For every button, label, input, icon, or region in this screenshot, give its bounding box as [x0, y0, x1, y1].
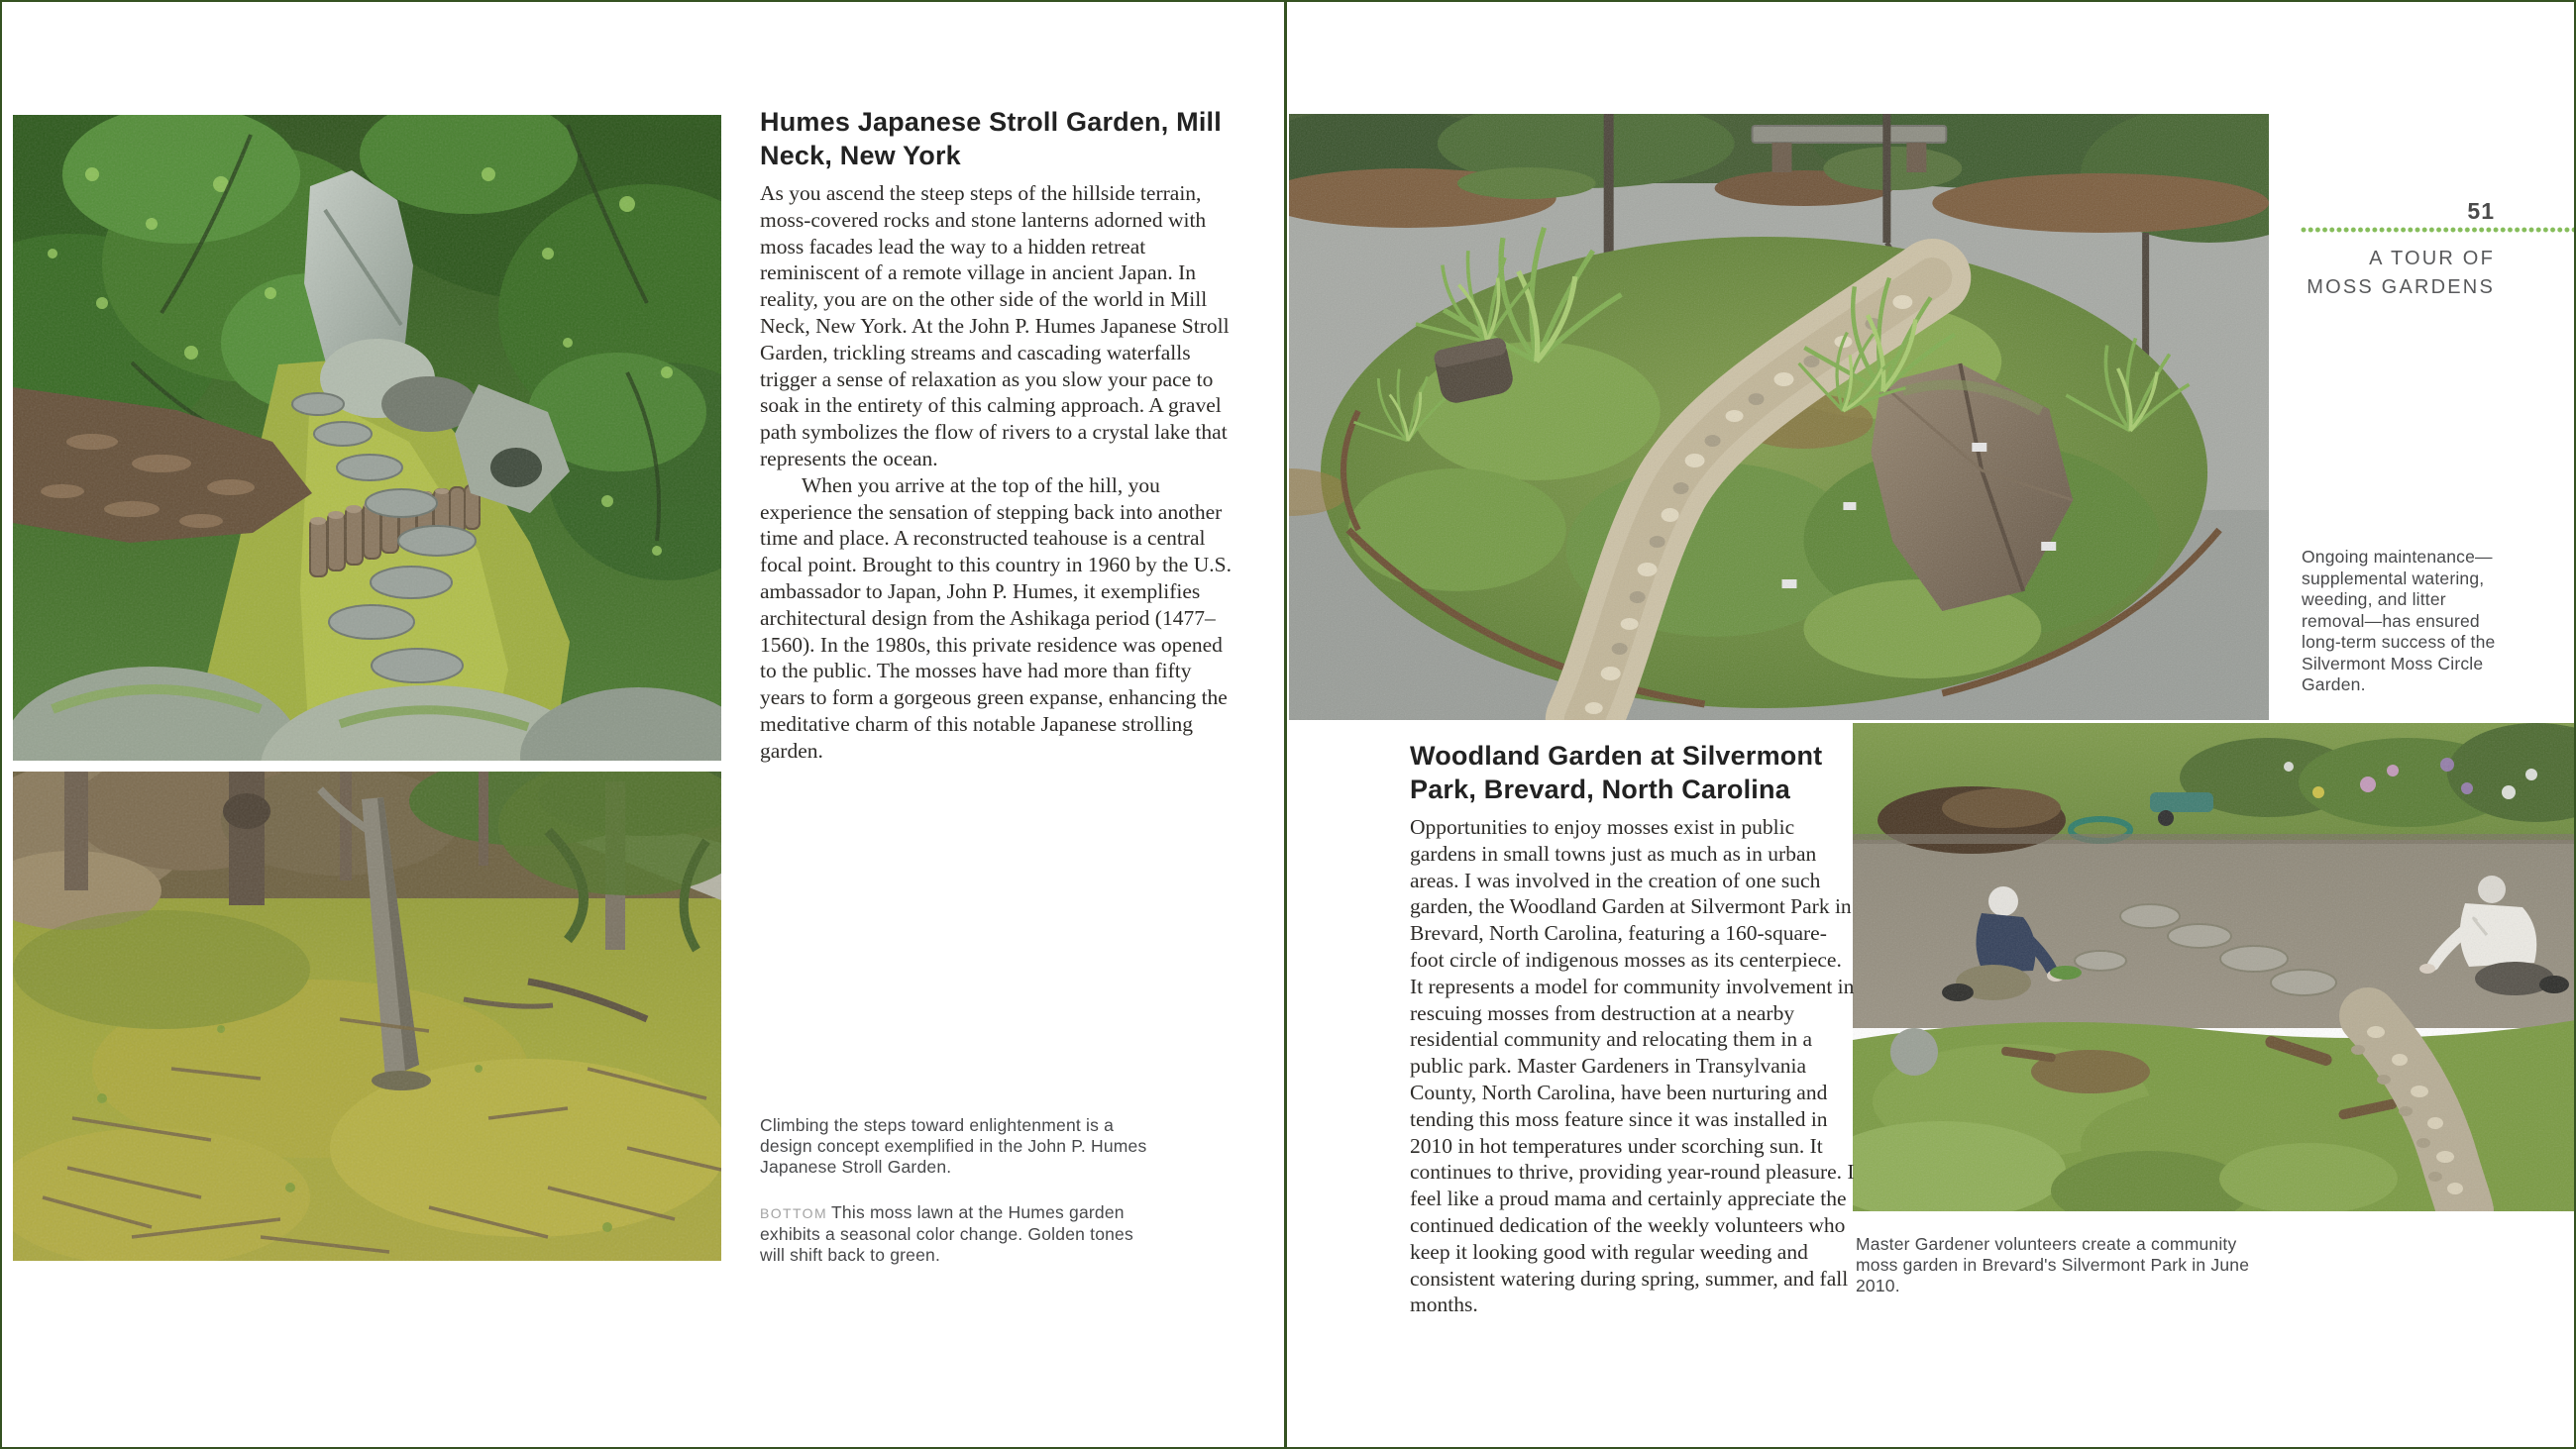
right-article [1410, 739, 1858, 1318]
dotted-divider [2301, 227, 2574, 233]
running-head-line-2: MOSS GARDENS [2307, 276, 2495, 298]
caption-stroll-garden: Climbing the steps toward enlightenment is a design concept exemplified in the John P. Humes Japanese Stroll Garden. [760, 1115, 1147, 1178]
photo-silvermont-moss-circle [1289, 114, 2269, 720]
caption-circle-garden: Ongoing maintenance—supplemental watering, weeding, and litter removal—has ensured long-term success of the Silvermont Moss Circle Garden. [2302, 547, 2496, 694]
caption-moss-lawn [760, 1202, 1160, 1267]
spine-divider [1284, 0, 1287, 1449]
caption-volunteers: Master Gardener volunteers create a community moss garden in Brevard's Silvermont Park in June 2010. [1856, 1234, 2250, 1296]
photo-silvermont-volunteers [1853, 723, 2576, 1211]
running-head-line-1: A TOUR OF [2369, 248, 2495, 269]
right-article-heading: Woodland Garden at Silvermont Park, Brevard, North Carolina [1410, 741, 1823, 804]
running-head [2297, 245, 2495, 302]
left-article-paragraph-2: When you arrive at the top of the hill, you experience the sensation of stepping back into another time and place. A reconstructed teahouse is a central focal point. Brought to this country in 1960 by the U.S. ambassador to Japan, John P. Humes, it exemplifies architectural design from the Ashikaga period (1477–1560). In the 1980s, this private residence was opened to the public. The mosses have had more than fifty years to form a gorgeous green expanse, enhancing the meditative charm of this notable Japanese strolling garden. [760, 472, 1232, 763]
left-article [760, 105, 1234, 765]
page-number: 51 [2467, 198, 2495, 224]
caption-moss-lawn-text: This moss lawn at the Humes garden exhibits a seasonal color change. Golden tones will shift back to green. [760, 1202, 1133, 1266]
right-article-body: Opportunities to enjoy mosses exist in public gardens in small towns just as much as in urban areas. I was involved in the creation of one such garden, the Woodland Garden at Silvermont Park in Brevard, North Carolina, featuring a 160-square-foot circle of indigenous mosses as its centerpiece. It represents a model for community involvement in rescuing mosses from destruction at a nearby residential community and relocating them in a public park. Master Gardeners in Transylvania County, North Carolina, have been nurturing and tending this moss feature since it was installed in 2010 in hot temperatures under scorching sun. It continues to thrive, providing year-round pleasure. I feel like a proud mama and certainly appreciate the continued dedication of the weekly volunteers who keep it looking good with regular weeding and consistent watering during spring, summer, and fall months. [1410, 815, 1855, 1317]
photo-humes-moss-lawn [13, 772, 721, 1261]
photo-humes-stone-path [13, 115, 721, 761]
left-article-heading: Humes Japanese Stroll Garden, Mill Neck, New York [760, 107, 1222, 170]
left-article-paragraph-1: As you ascend the steep steps of the hillside terrain, moss-covered rocks and stone lanterns adorned with moss facades lead the way to a hidden retreat reminiscent of a remote village in ancient Japan. In reality, you are on the other side of the world in Mill Neck, New York. At the John P. Humes Japanese Stroll Garden, trickling streams and cascading waterfalls trigger a sense of relaxation as you slow your pace to soak in the entirety of this calming approach. A gravel path symbolizes the flow of rivers to a crystal lake that represents the ocean. [760, 181, 1230, 470]
caption-position-label: BOTTOM [760, 1205, 828, 1221]
